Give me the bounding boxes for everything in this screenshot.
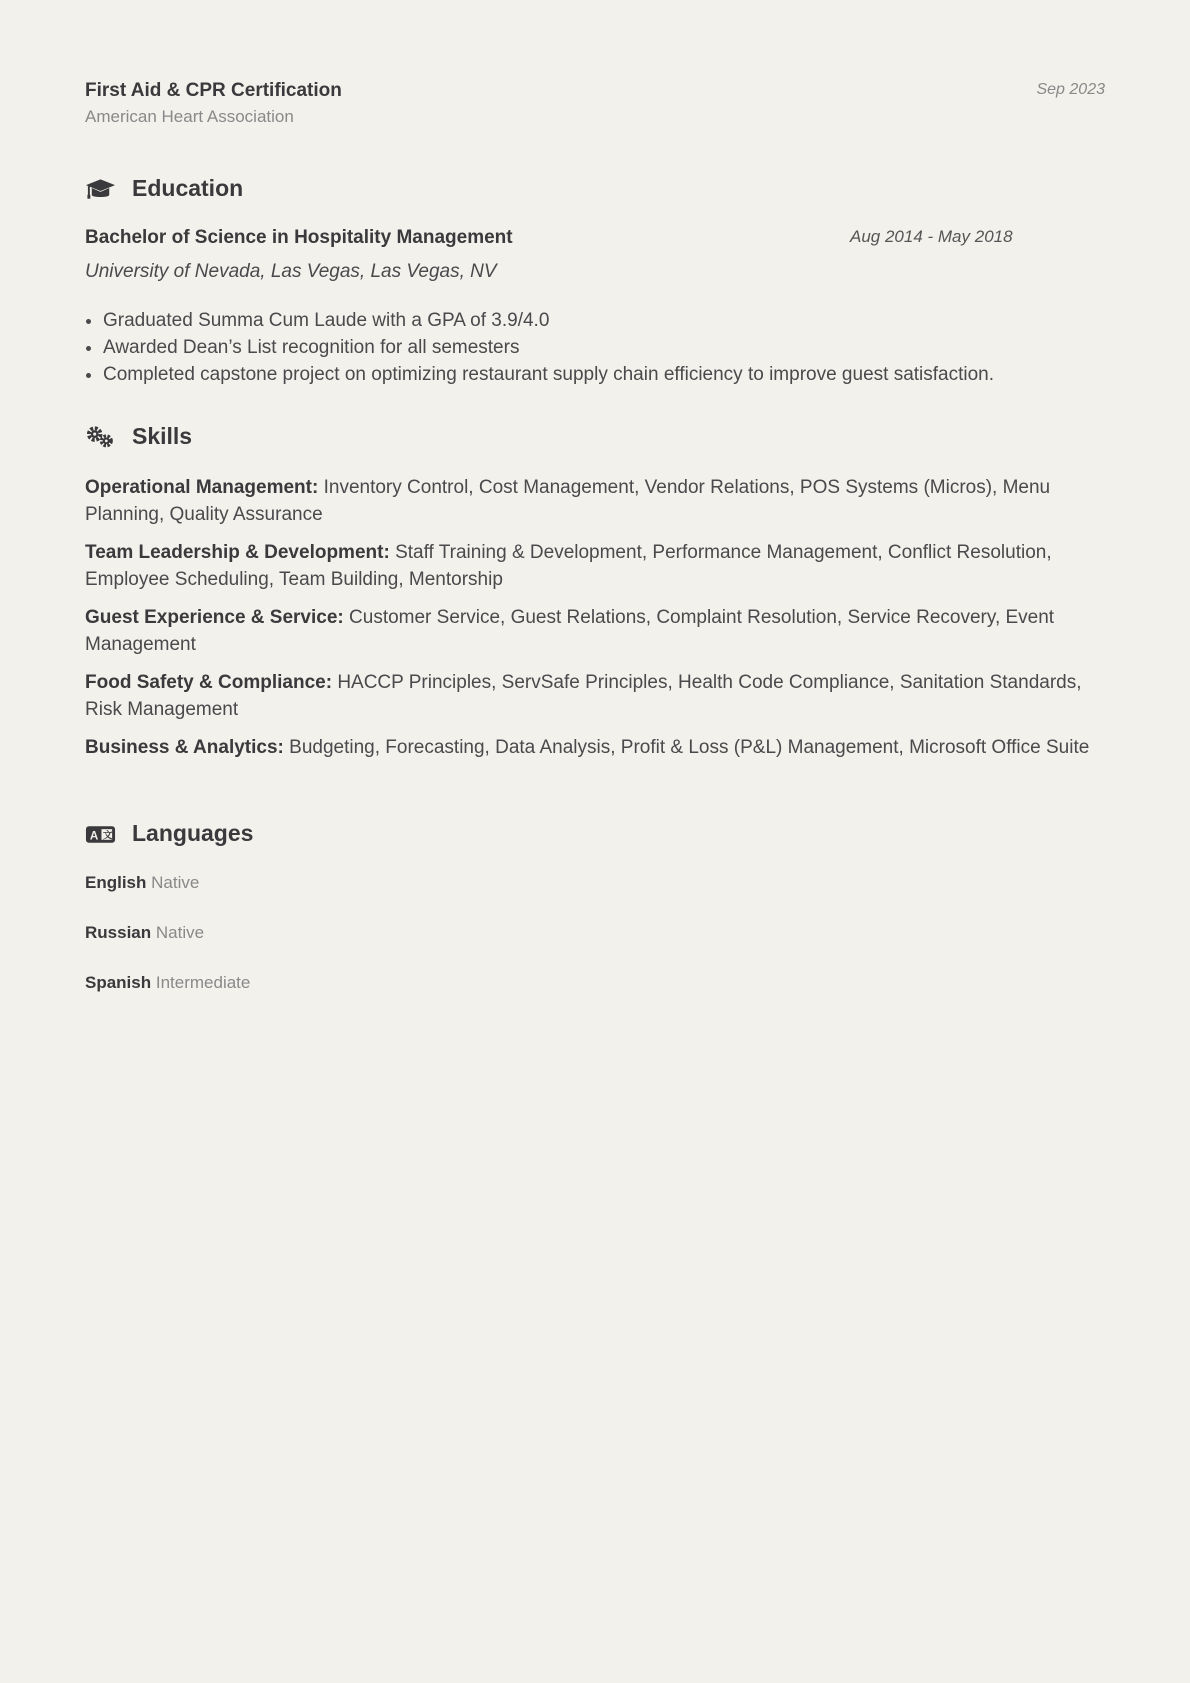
skill-list: Budgeting, Forecasting, Data Analysis, Profit & Loss (P&L) Management, Microsoft Office Suite <box>289 737 1090 758</box>
language-item <box>85 923 204 943</box>
svg-text:文: 文 <box>102 829 113 841</box>
language-level: Native <box>151 873 200 892</box>
skill-row <box>85 474 1105 528</box>
list-item: • Awarded Dean’s List recognition for all semesters <box>103 334 1113 361</box>
language-name: Russian <box>85 923 152 942</box>
svg-text:A: A <box>89 828 99 842</box>
education-dates: Aug 2014 - May 2018 <box>850 227 1013 246</box>
skill-list: HACCP Principles, ServSafe Principles, Health Code Compliance, Sanitation Standards, Risk Management <box>85 672 1082 720</box>
certification-date: Sep 2023 <box>1036 81 1105 98</box>
language-name: Spanish <box>85 973 152 992</box>
education-bullets <box>85 307 1113 388</box>
skill-row <box>85 539 1105 593</box>
education-heading-text: Education <box>132 175 244 201</box>
skill-list: Staff Training & Development, Performance Management, Conflict Resolution, Employee Scheduling, Team Building, Mentorship <box>85 542 1052 590</box>
skill-row <box>85 734 1105 761</box>
skill-row <box>85 669 1105 723</box>
list-item: • Graduated Summa Cum Laude with a GPA of 3.9/4.0 <box>103 307 1113 334</box>
skill-category: Guest Experience & Service: <box>85 607 344 628</box>
skill-category: Food Safety & Compliance: <box>85 672 333 693</box>
skills-heading-text: Skills <box>132 423 193 449</box>
skill-row <box>85 604 1105 658</box>
skills-list <box>85 474 1105 772</box>
skill-list: Customer Service, Guest Relations, Complaint Resolution, Service Recovery, Event Management <box>85 607 1055 655</box>
school-name: University of Nevada, Las Vegas, Las Vegas, NV <box>85 261 497 282</box>
graduation-cap-icon <box>85 177 116 201</box>
language-item <box>85 873 199 893</box>
list-item: • Completed capstone project on optimizing restaurant supply chain efficiency to improve guest satisfaction. <box>103 361 1113 388</box>
education-heading <box>85 175 243 202</box>
degree-title: Bachelor of Science in Hospitality Management <box>85 227 513 248</box>
skills-heading <box>85 423 192 450</box>
skill-category: Team Leadership & Development: <box>85 542 390 563</box>
languages-heading <box>85 820 253 847</box>
language-name: English <box>85 873 147 892</box>
certification-title: First Aid & CPR Certification <box>85 80 342 101</box>
language-level: Native <box>155 923 205 942</box>
skill-category: Operational Management: <box>85 477 319 498</box>
gears-icon <box>85 425 116 449</box>
skill-list: Inventory Control, Cost Management, Vendor Relations, POS Systems (Micros), Menu Planning, Quality Assurance <box>85 477 1051 525</box>
languages-heading-text: Languages <box>132 820 254 846</box>
language-icon <box>85 822 116 846</box>
skill-category: Business & Analytics: <box>85 737 284 758</box>
certification-organization: American Heart Association <box>85 107 294 126</box>
language-level: Intermediate <box>155 973 251 992</box>
language-item <box>85 973 250 993</box>
